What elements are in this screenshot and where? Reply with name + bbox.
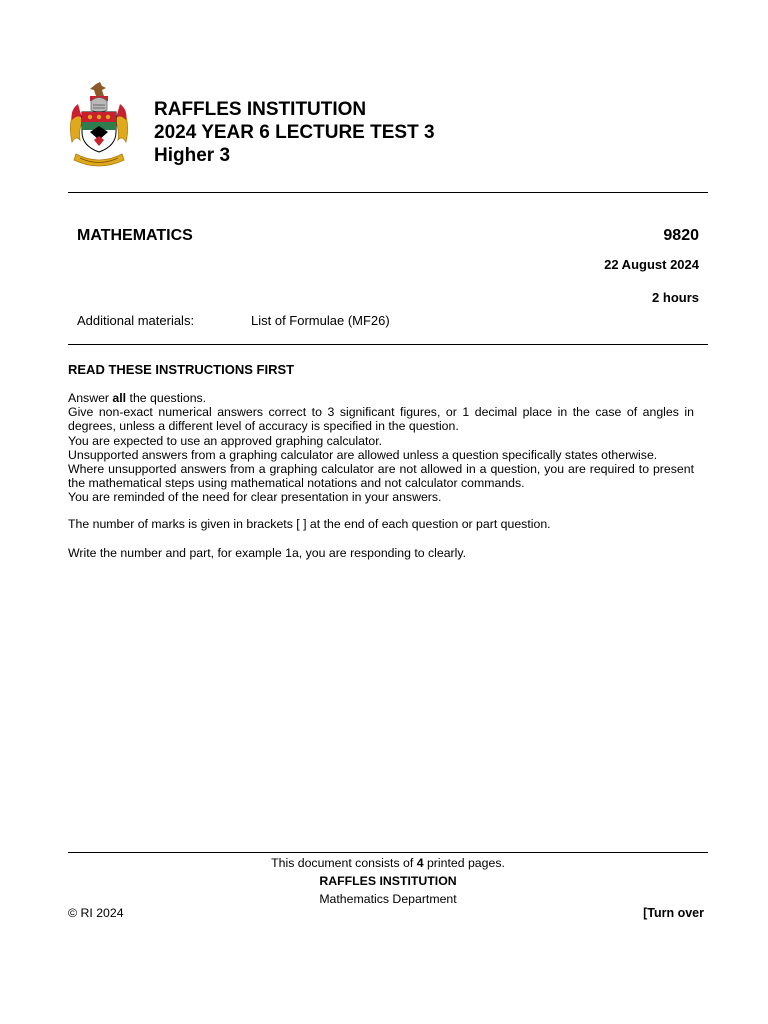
page-count-suffix: printed pages.: [423, 856, 505, 870]
header-divider: [68, 192, 708, 193]
write-note: Write the number and part, for example 1a, you are responding to clearly.: [68, 546, 467, 560]
exam-title: 2024 YEAR 6 LECTURE TEST 3: [154, 122, 435, 143]
instruction-item: Give non-exact numerical answers correct to 3 significant figures, or 1 decimal place in the case of angles in degrees, unless a different level of accuracy is specified in the question.: [68, 405, 694, 434]
instruction-answer-prefix: Answer: [68, 391, 113, 405]
school-name: RAFFLES INSTITUTION: [154, 99, 367, 120]
subject-name: MATHEMATICS: [77, 227, 193, 244]
instruction-item: Where unsupported answers from a graphing calculator are not allowed in a question, you are required to present the mathematical steps using mathematical notations and not calculator commands.: [68, 462, 694, 491]
school-crest-icon: [66, 80, 132, 172]
instructions-heading: READ THESE INSTRUCTIONS FIRST: [68, 362, 295, 377]
subject-code: 9820: [663, 227, 699, 244]
instruction-answer-emphasis: all: [112, 391, 127, 405]
materials-label: Additional materials:: [77, 313, 195, 328]
marks-note: The number of marks is given in brackets [ ] at the end of each question or part question.: [68, 517, 551, 531]
details-divider: [68, 344, 708, 345]
instruction-item: You are reminded of the need for clear presentation in your answers.: [68, 490, 442, 505]
copyright-notice: © RI 2024: [68, 906, 124, 920]
instruction-answer-all: [68, 391, 694, 405]
turn-over-note: [Turn over: [643, 906, 704, 920]
instruction-item: Unsupported answers from a graphing calculator are allowed unless a question specifically states otherwise.: [68, 447, 658, 462]
footer-school: RAFFLES INSTITUTION: [319, 874, 457, 888]
materials-value: List of Formulae (MF26): [251, 313, 390, 328]
page-count: 4: [416, 856, 424, 870]
instruction-item: You are expected to use an approved graphing calculator.: [68, 433, 383, 448]
instruction-answer-suffix: the questions.: [126, 391, 207, 405]
exam-duration: 2 hours: [652, 290, 699, 305]
footer-divider: [68, 852, 708, 853]
exam-date: 22 August 2024: [604, 257, 699, 272]
instructions-list: [68, 391, 694, 505]
exam-level: Higher 3: [154, 145, 231, 166]
page-count-note: [0, 856, 768, 870]
footer-department: Mathematics Department: [319, 892, 457, 906]
page-count-prefix: This document consists of: [271, 856, 417, 870]
